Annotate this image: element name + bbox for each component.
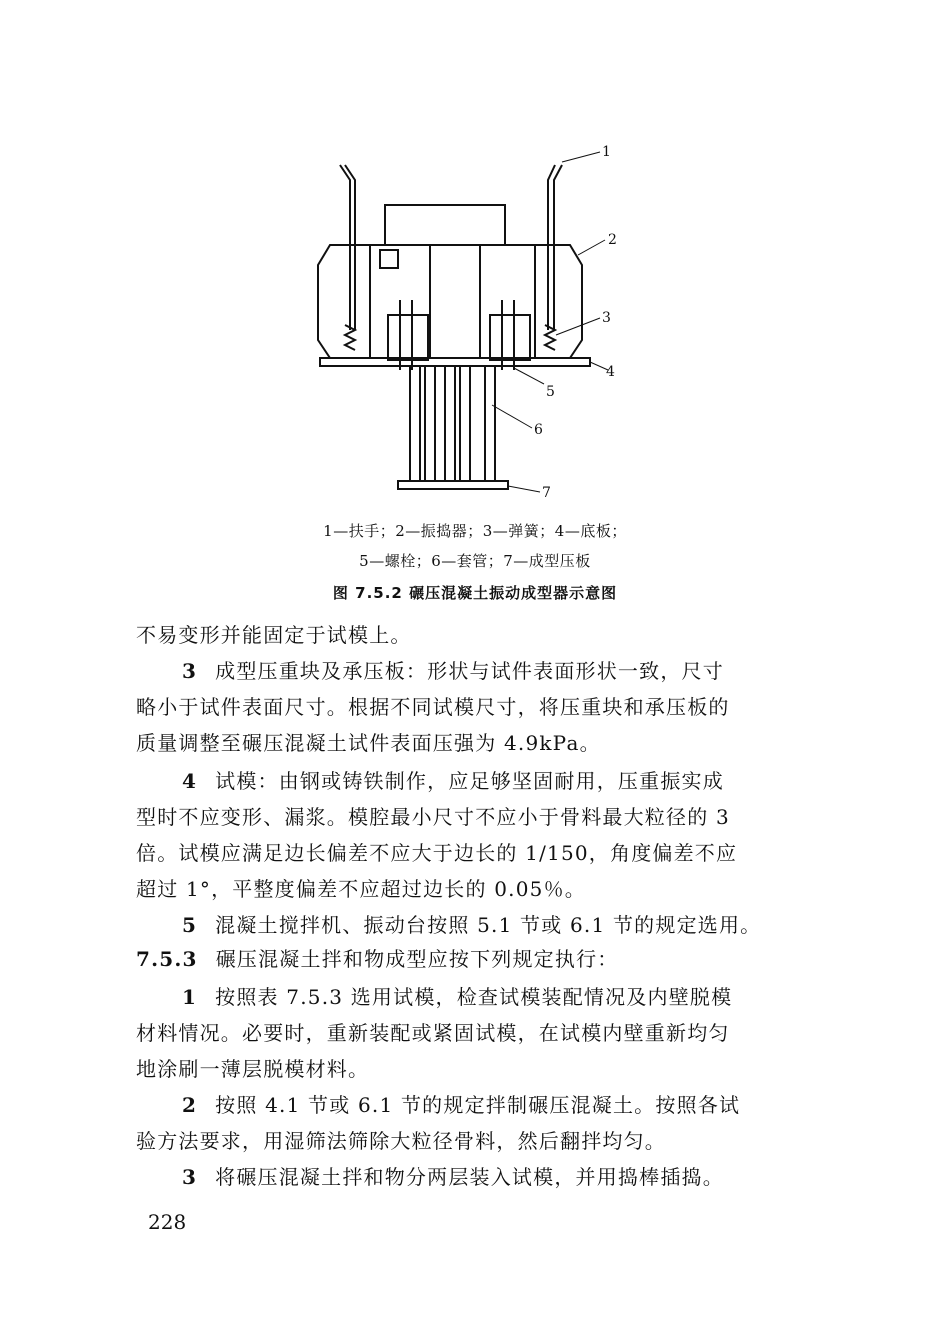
body-line: 材料情况。必要时，重新装配或紧固试模，在试模内壁重新均匀	[136, 1021, 730, 1045]
body-line: 超过 1°，平整度偏差不应超过边长的 0.05％。	[136, 877, 586, 901]
body-line: 地涂刷一薄层脱模材料。	[136, 1057, 370, 1081]
callout-4: 4	[606, 364, 615, 380]
callout-3: 3	[602, 310, 611, 326]
vibrator-top	[385, 205, 505, 245]
body-line: 型时不应变形、漏浆。模腔最小尺寸不应小于骨料最大粒径的 3	[136, 805, 730, 829]
body-line: 倍。试模应满足边长偏差不应大于边长的 1/150，角度偏差不应	[136, 841, 738, 865]
body-line: 3 成型压重块及承压板：形状与试件表面形状一致，尺寸	[182, 659, 724, 683]
body-line: 质量调整至碾压混凝土试件表面压强为 4.9kPa。	[136, 731, 601, 755]
section-heading: 7.5.3 碾压混凝土拌和物成型应按下列规定执行：	[136, 947, 619, 971]
callout-6: 6	[534, 422, 543, 438]
body-line: 4 试模：由钢或铸铁制作，应足够坚固耐用，压重振实成	[182, 769, 724, 793]
base-plate	[320, 358, 590, 366]
figure-legend-line-1: 1—扶手；2—振捣器；3—弹簧；4—底板；	[323, 522, 627, 540]
forming-plate	[398, 481, 508, 489]
body-line: 不易变形并能固定于试模上。	[136, 623, 412, 647]
vibration-former-diagram	[300, 140, 640, 510]
diagram-svg	[300, 140, 640, 510]
callout-2: 2	[608, 232, 617, 248]
figure-title: 图 7.5.2 碾压混凝土振动成型器示意图	[332, 584, 618, 602]
figure-legend-line-2: 5—螺栓；6—套管；7—成型压板	[359, 552, 591, 570]
page-number: 228	[148, 1210, 187, 1234]
body-line: 1 按照表 7.5.3 选用试模，检查试模装配情况及内壁脱模	[182, 985, 733, 1009]
callout-7: 7	[542, 485, 551, 501]
body-line: 5 混凝土搅拌机、振动台按照 5.1 节或 6.1 节的规定选用。	[182, 913, 762, 937]
body-line: 略小于试件表面尺寸。根据不同试模尺寸，将压重块和承压板的	[136, 695, 730, 719]
sleeve	[410, 366, 420, 481]
handle-left	[340, 165, 350, 330]
vibrator-body	[318, 245, 582, 358]
body-line: 2 按照 4.1 节或 6.1 节的规定拌制碾压混凝土。按照各试	[182, 1093, 741, 1117]
callout-5: 5	[546, 384, 555, 400]
callout-1: 1	[602, 144, 611, 160]
spring-right	[545, 325, 555, 350]
body-line: 3 将碾压混凝土拌和物分两层装入试模，并用捣棒插捣。	[182, 1165, 724, 1189]
body-line: 验方法要求，用湿筛法筛除大粒径骨料，然后翻拌均匀。	[136, 1129, 666, 1153]
